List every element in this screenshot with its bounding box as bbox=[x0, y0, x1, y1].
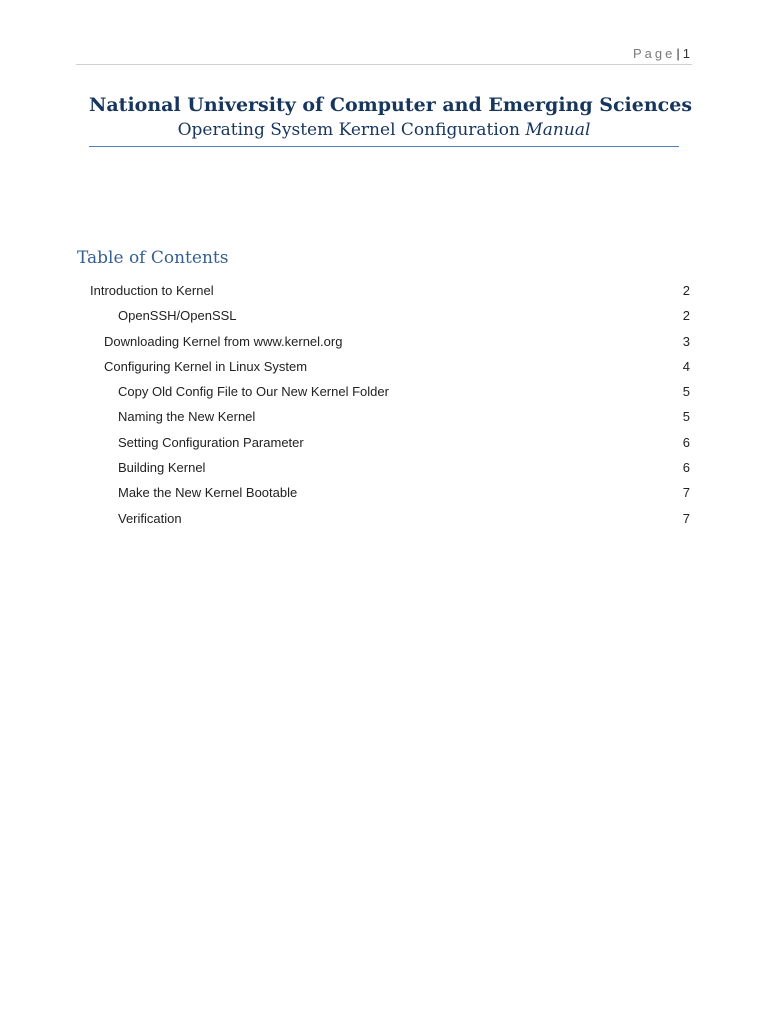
toc-entry-page: 4 bbox=[682, 358, 690, 374]
toc-entry-title: Downloading Kernel from www.kernel.org bbox=[104, 333, 343, 349]
toc-entry-page: 2 bbox=[682, 308, 690, 324]
toc-entry-introduction[interactable] bbox=[76, 281, 692, 306]
toc-entry-building-kernel[interactable] bbox=[76, 458, 692, 483]
toc-entry-title: Introduction to Kernel bbox=[90, 283, 214, 298]
toc-entry-title: Setting Configuration Parameter bbox=[118, 434, 304, 450]
subtitle-main: Operating System Kernel Configuration bbox=[177, 120, 520, 140]
page-header bbox=[76, 44, 692, 65]
toc-entry-title: Make the New Kernel Bootable bbox=[118, 485, 298, 501]
toc-entry-page: 6 bbox=[682, 434, 690, 450]
toc-entry-downloading-kernel[interactable] bbox=[76, 332, 692, 357]
toc-entry-title: Verification bbox=[118, 510, 182, 526]
university-name: National University of Computer and Emerging Sciences bbox=[89, 94, 693, 116]
toc-entry-page: 3 bbox=[682, 333, 690, 349]
toc-entry-page: 7 bbox=[682, 510, 690, 526]
toc-entry-page: 2 bbox=[682, 283, 690, 298]
toc-entry-title: Configuring Kernel in Linux System bbox=[104, 358, 308, 374]
toc-entry-page: 6 bbox=[682, 460, 690, 476]
toc-entry-openssh[interactable] bbox=[76, 306, 692, 331]
toc-entry-setting-configuration[interactable] bbox=[76, 433, 692, 458]
subtitle-emphasis: Manual bbox=[525, 120, 591, 140]
toc-entry-title: Naming the New Kernel bbox=[118, 409, 256, 425]
toc-entry-title: Building Kernel bbox=[118, 460, 206, 476]
toc-entry-page: 7 bbox=[682, 485, 690, 501]
toc-entry-naming-kernel[interactable] bbox=[76, 407, 692, 432]
page-number-label bbox=[633, 46, 690, 61]
toc-entry-page: 5 bbox=[682, 384, 690, 400]
toc-entry-title: OpenSSH/OpenSSL bbox=[118, 308, 237, 324]
toc-entry-page: 5 bbox=[682, 409, 690, 425]
toc-entry-make-bootable[interactable] bbox=[76, 483, 692, 508]
toc-entry-title: Copy Old Config File to Our New Kernel Folder bbox=[118, 384, 389, 400]
toc-heading: Table of Contents bbox=[77, 248, 229, 268]
page-word: Page bbox=[633, 46, 676, 61]
toc-entry-configuring-kernel[interactable] bbox=[76, 357, 692, 382]
document-subtitle bbox=[89, 118, 679, 142]
document-title-block bbox=[89, 92, 693, 147]
toc-entry-copy-old-config[interactable] bbox=[76, 382, 692, 407]
table-of-contents bbox=[76, 281, 692, 534]
toc-entry-verification[interactable] bbox=[76, 509, 692, 534]
page-separator: | bbox=[676, 46, 680, 61]
page-number: 1 bbox=[682, 46, 690, 61]
